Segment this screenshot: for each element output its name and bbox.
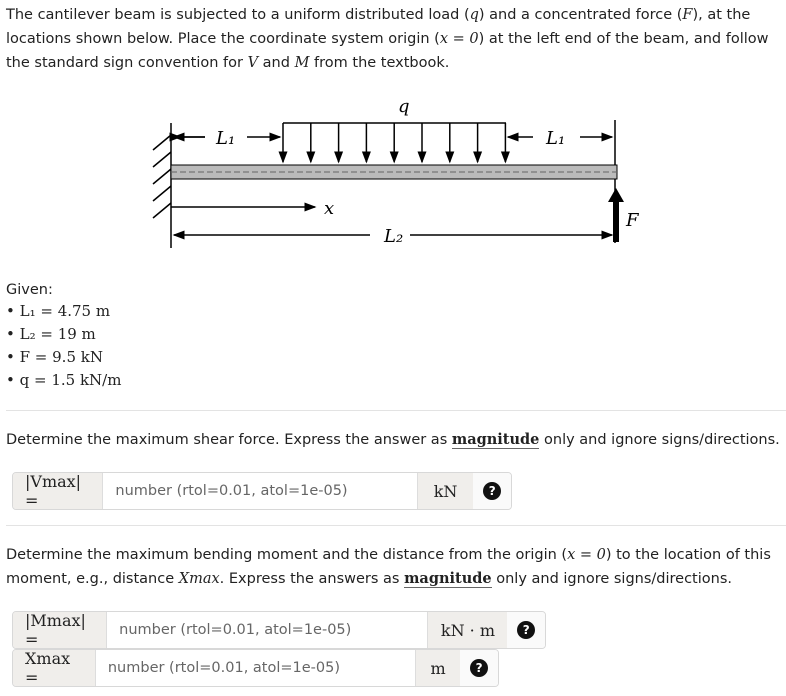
mmax-label: |Mmax| = [13,612,107,648]
help-icon: ? [470,659,488,677]
label-l1-right: L₁ [546,128,566,149]
vmax-unit: kN [417,473,474,509]
mmax-unit: kN · m [427,612,507,648]
given-list [6,300,121,392]
label-l2: L₂ [384,226,404,247]
label-f: F [626,210,639,231]
xmax-help-button[interactable] [460,650,498,686]
xmax-input-group [12,649,499,687]
xmax-input[interactable] [96,650,415,686]
divider [6,525,786,526]
vmax-label: |Vmax| = [13,473,103,509]
vmax-help-button[interactable] [473,473,511,509]
given-item: • F = 9.5 kN [6,348,103,366]
given-item: • q = 1.5 kN/m [6,371,122,389]
mmax-input-group [12,611,546,649]
label-q: q [398,96,410,117]
beam-diagram [140,90,640,260]
force-arrow [608,188,624,242]
mmax-help-button[interactable] [507,612,545,648]
vmax-input[interactable] [103,473,416,509]
label-l1-left: L₁ [216,128,236,149]
vmax-input-group [12,472,512,510]
help-icon: ? [483,482,501,500]
given-item: • L₁ = 4.75 m [6,302,111,320]
given-item: • L₂ = 19 m [6,325,96,343]
xmax-unit: m [415,650,460,686]
question-moment: Determine the maximum bending moment and the distance from the origin (x = 0) to the location of this moment, e.g., distance Xmax. Express the answers as magnitude only and ignore signs/directions. [6,547,771,587]
question-shear: Determine the maximum shear force. Express the answer as magnitude only and ignore signs/directions. [6,431,780,448]
help-icon: ? [517,621,535,639]
divider [6,410,786,411]
given-title: Given: [6,282,53,298]
problem-statement: The cantilever beam is subjected to a uniform distributed load (q) and a concentrated force (F), at the locations shown below. Place the coordinate system origin (x = 0) at the left end of the beam, and follow the standard sign convention for V and M from the textbook. [6,7,769,71]
mmax-input[interactable] [107,612,427,648]
xmax-label: Xmax = [13,650,96,686]
label-x: x [324,198,335,219]
fixed-support-hatch [153,135,171,218]
